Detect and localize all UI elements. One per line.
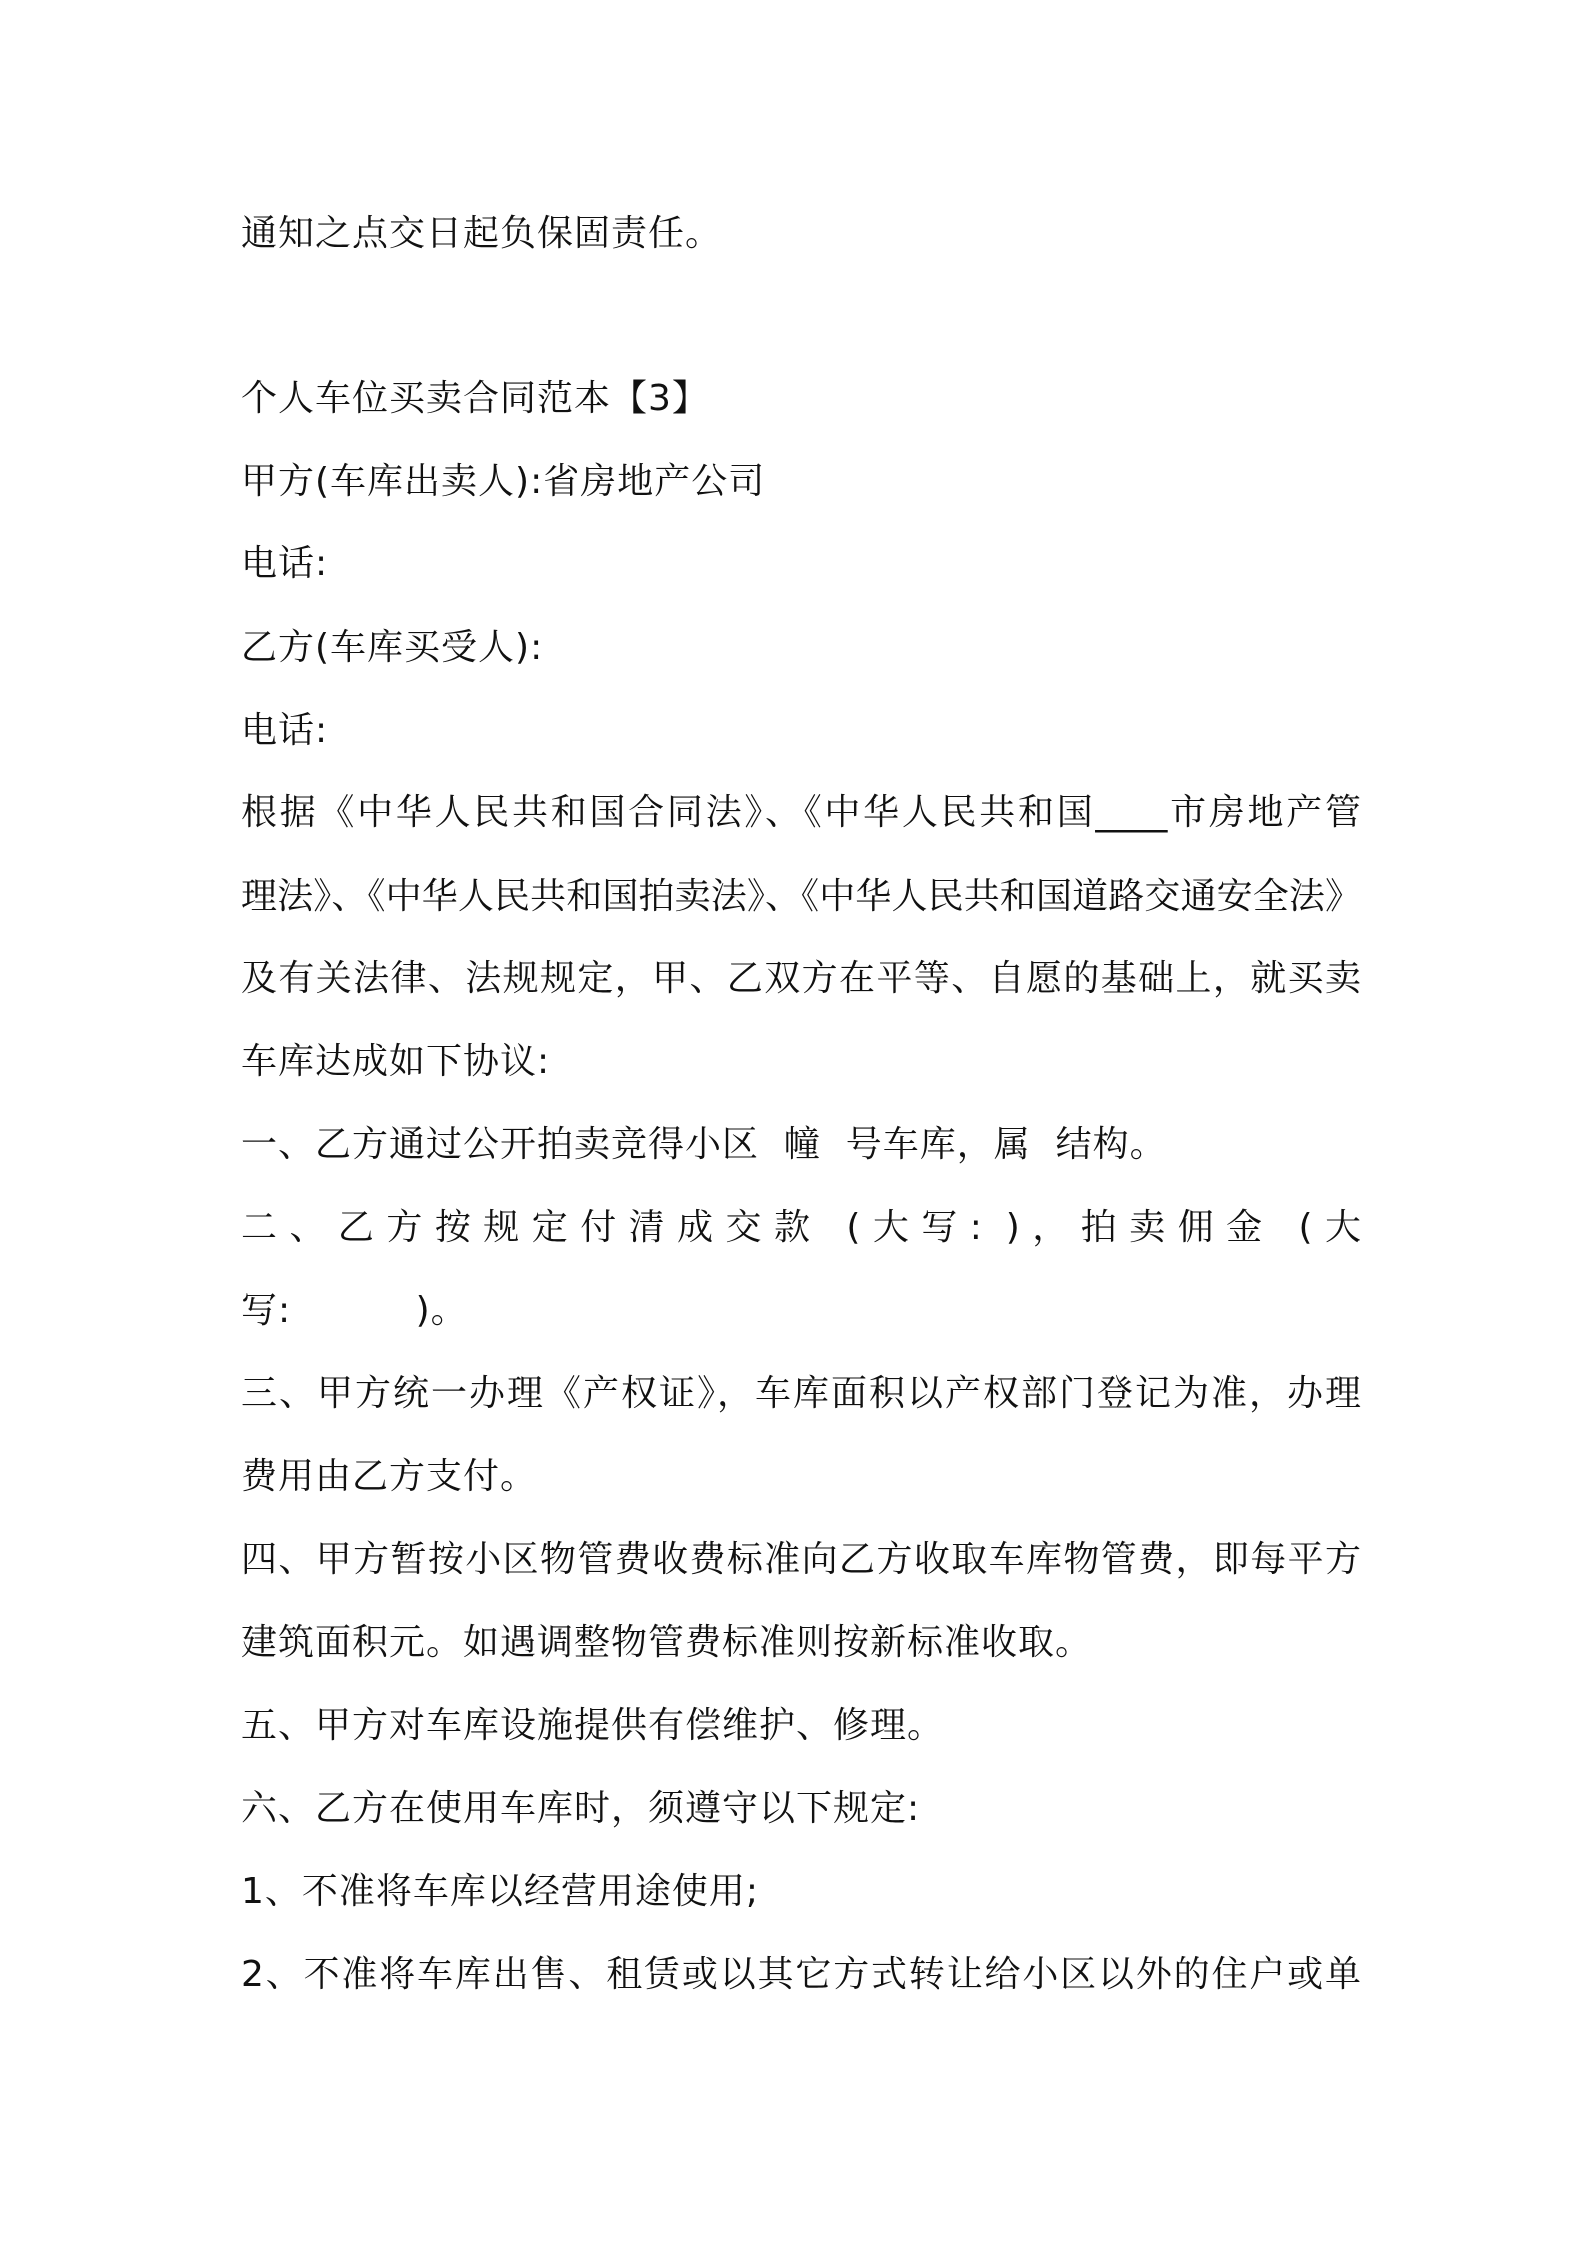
clause-six: 六、乙方在使用车库时，须遵守以下规定: (241, 1788, 921, 1829)
rule-one: 1、不准将车库以经营用途使用; (241, 1871, 760, 1912)
paragraph-line: 根据《中华人民共和国合同法》、《中华人民共和国____市房地产管 (241, 792, 1361, 833)
paragraph-line: 理法》、《中华人民共和国拍卖法》、《中华人民共和国道路交通安全法》 (241, 876, 1361, 917)
clause-two-continued: 写: )。 (241, 1290, 468, 1331)
clause-four: 四、甲方暂按小区物管费收费标准向乙方收取车库物管费，即每平方 (241, 1539, 1361, 1580)
clause-one: 一、乙方通过公开拍卖竞得小区 幢 号车库，属 结构。 (241, 1124, 1167, 1165)
party-a-line: 甲方(车库出卖人):省房地产公司 (241, 461, 766, 502)
clause-five: 五、甲方对车库设施提供有偿维护、修理。 (241, 1705, 945, 1746)
clause-three-continued: 费用由乙方支付。 (241, 1456, 538, 1497)
party-b-line: 乙方(车库买受人): (241, 627, 544, 668)
party-b-phone: 电话: (241, 710, 329, 751)
paragraph-line: 及有关法律、法规规定，甲、乙双方在平等、自愿的基础上，就买卖 (241, 958, 1361, 999)
paragraph-line: 通知之点交日起负保固责任。 (241, 213, 723, 254)
paragraph-line: 车库达成如下协议: (241, 1041, 551, 1082)
clause-three: 三、甲方统一办理《产权证》，车库面积以产权部门登记为准，办理 (241, 1373, 1361, 1414)
party-a-phone: 电话: (241, 543, 329, 584)
rule-two: 2、不准将车库出售、租赁或以其它方式转让给小区以外的住户或单 (241, 1954, 1361, 1995)
section-title: 个人车位买卖合同范本【3】 (241, 378, 709, 419)
clause-four-continued: 建筑面积元。如遇调整物管费标准则按新标准收取。 (241, 1622, 1093, 1663)
clause-two: 二、乙方按规定付清成交款 (大写: )，拍卖佣金 (大 (241, 1207, 1361, 1248)
